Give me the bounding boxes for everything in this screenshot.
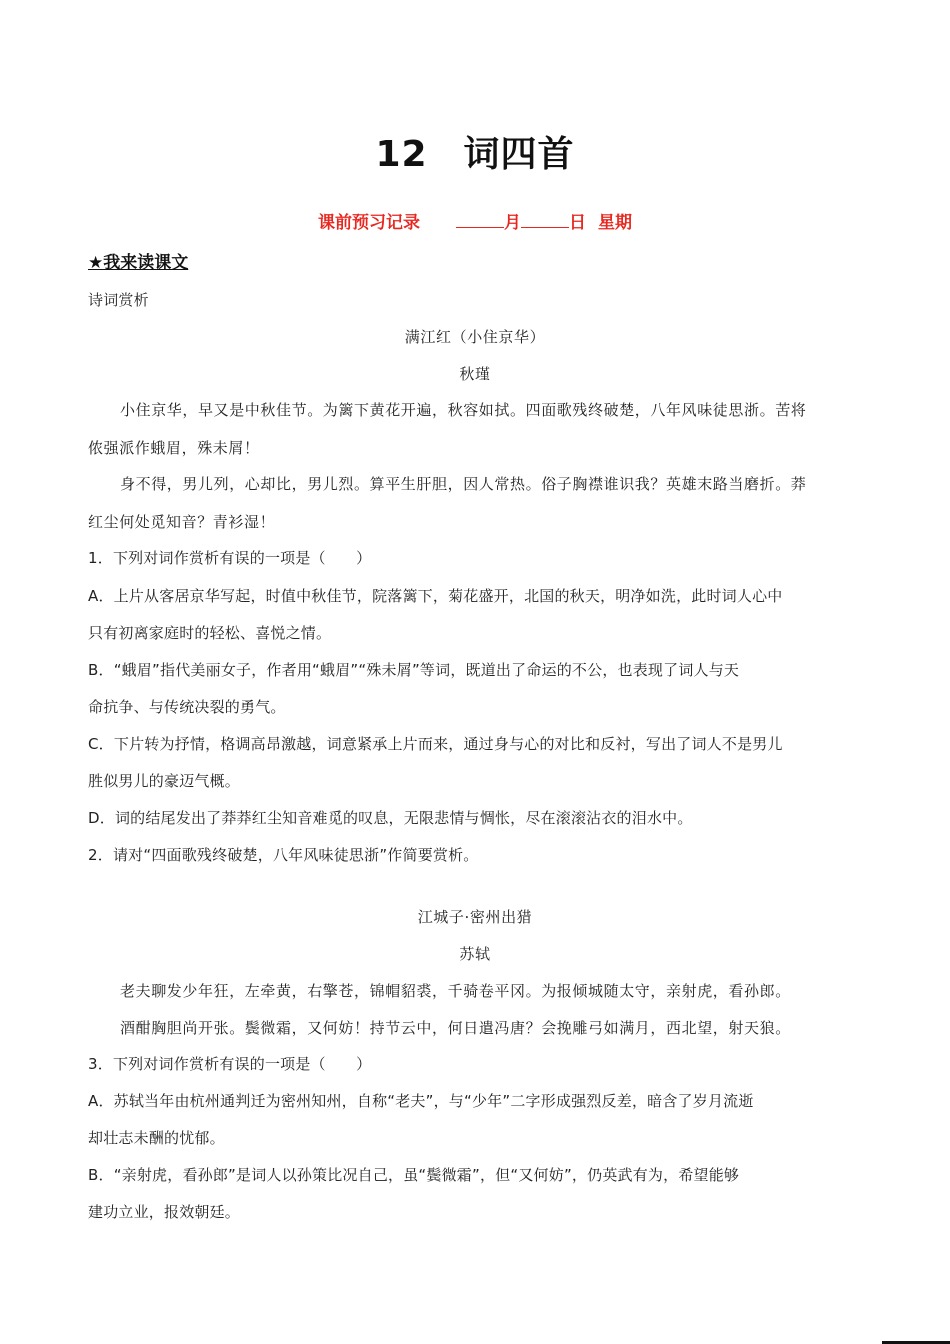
section-subheading: 诗词赏析 <box>88 291 149 309</box>
question-2-stem: 2．请对“四面歌残终破楚，八年风味徒思浙”作简要赏析。 <box>88 846 479 864</box>
poem2-author: 苏轼 <box>459 945 491 963</box>
question-1-stem: 1．下列对词作赏析有误的一项是（ ） <box>88 549 372 567</box>
poem1-line-1: 小住京华，早又是中秋佳节。为篱下黄花开遍，秋容如拭。四面歌残终破楚，八年风味徒思浙。苦将 <box>120 401 807 419</box>
poem1-line-2: 侬强派作蛾眉，殊未屑！ <box>88 439 260 457</box>
question-1-option-b: B．“蛾眉”指代美丽女子，作者用“蛾眉”“殊未屑”等词，既道出了命运的不公，也表现了词人与天 <box>88 661 740 679</box>
lesson-number: 12 <box>375 134 428 175</box>
poem2-title: 江城子·密州出猎 <box>417 908 533 926</box>
question-1-option-a-cont: 只有初离家庭时的轻松、喜悦之情。 <box>88 624 332 642</box>
question-1-option-c-cont: 胜似男儿的豪迈气概。 <box>88 772 241 790</box>
poem1-line-4: 红尘何处觅知音？青衫湿！ <box>88 513 276 531</box>
lesson-title: 词四首 <box>463 134 575 175</box>
poem2-line-1: 老夫聊发少年狂，左牵黄，右擎苍，锦帽貂裘，千骑卷平冈。为报倾城随太守，亲射虎，看孙郎。 <box>120 982 791 1000</box>
poem1-title: 满江红（小住京华） <box>404 328 546 346</box>
day-blank <box>521 213 569 228</box>
question-3-stem: 3．下列对词作赏析有误的一项是（ ） <box>88 1055 372 1073</box>
month-blank <box>456 213 504 228</box>
poem1-line-3: 身不得，男儿列，心却比，男儿烈。算平生肝胆，因人常热。俗子胸襟谁识我？英雄末路当磨折。莽 <box>120 475 807 493</box>
record-month: 月 <box>504 213 521 233</box>
poem1-author: 秋瑾 <box>459 365 491 383</box>
question-1-option-d: D．词的结尾发出了莽莽红尘知音难觅的叹息，无限悲情与惆怅，尽在滚滚沾衣的泪水中。 <box>88 809 693 827</box>
question-1-option-c: C．下片转为抒情，格调高昂激越，词意紧承上片而来，通过身与心的对比和反衬，写出了词人不是男儿 <box>88 735 783 753</box>
question-1-option-b-cont: 命抗争、与传统决裂的勇气。 <box>88 698 286 716</box>
record-label: 课前预习记录 <box>318 213 420 233</box>
page-title <box>0 126 950 177</box>
question-3-option-b: B．“亲射虎，看孙郎”是词人以孙策比况自己，虽“鬓微霜”，但“又何妨”，仍英武有为，希望能够 <box>88 1166 740 1184</box>
question-1-option-a: A．上片从客居京华写起，时值中秋佳节，院落篱下，菊花盛开，北国的秋天，明净如洗，此时词人心中 <box>88 587 783 605</box>
question-3-option-a-cont: 却壮志未酬的忧郁。 <box>88 1129 225 1147</box>
question-3-option-a: A．苏轼当年由杭州通判迁为密州知州，自称“老夫”，与“少年”二字形成强烈反差，暗含了岁月流逝 <box>88 1092 754 1110</box>
poem2-line-2: 酒酣胸胆尚开张。鬓微霜，又何妨！持节云中，何日遣冯唐？会挽雕弓如满月，西北望，射天狼。 <box>120 1019 791 1037</box>
question-3-option-b-cont: 建功立业，报效朝廷。 <box>88 1203 241 1221</box>
record-weekday: 星期 <box>598 213 632 233</box>
section-heading: ★我来读课文 <box>88 253 189 273</box>
preview-record <box>0 208 950 233</box>
record-day: 日 <box>569 213 586 233</box>
